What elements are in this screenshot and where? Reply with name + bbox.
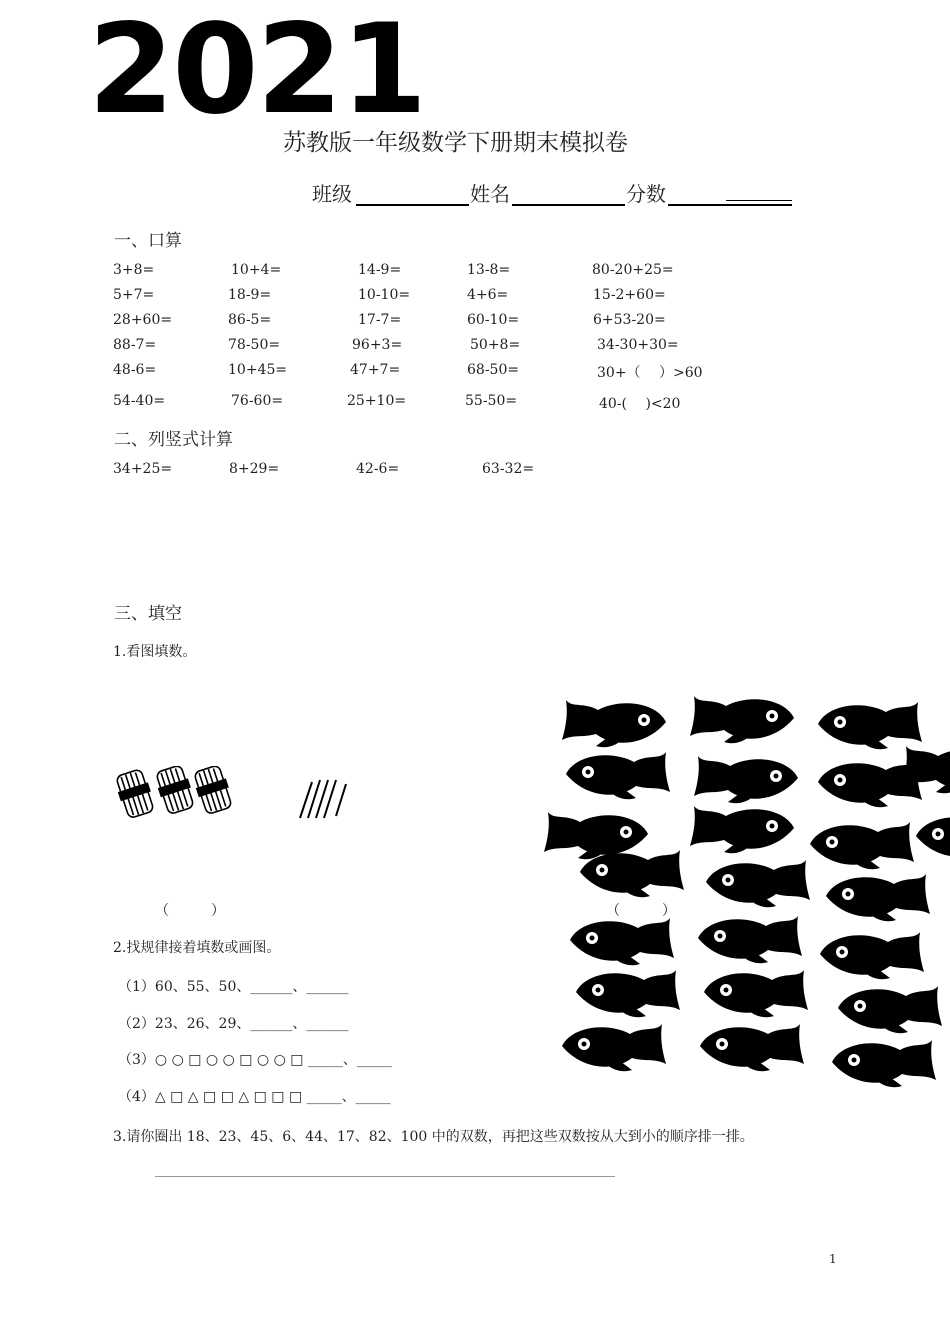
score-blank-extra [726, 200, 792, 201]
calc-item: 60-10= [467, 312, 520, 328]
score-blank[interactable] [668, 204, 792, 206]
class-label: 班级 [312, 182, 352, 206]
calc-item: 76-60= [231, 393, 284, 409]
q3-prompt: 3.请你圈出 18、23、45、6、44、17、82、100 中的双数，再把这些双数按从大到小的顺序排一排。 [113, 1129, 754, 1145]
q1-blank-left[interactable]: （ ） [155, 903, 225, 919]
vertical-calc-item: 63-32= [482, 461, 535, 477]
calc-item: 50+8= [470, 337, 521, 353]
fish-group-image [540, 690, 950, 1090]
calc-item: 68-50= [467, 362, 520, 378]
calc-item: 3+8= [113, 262, 155, 278]
calc-item: 6+53-20= [593, 312, 666, 328]
calc-item: 5+7= [113, 287, 155, 303]
calc-item: 54-40= [113, 393, 166, 409]
q3-answer-line[interactable] [155, 1176, 615, 1177]
name-blank[interactable] [512, 204, 625, 206]
calc-item: 13-8= [467, 262, 511, 278]
calc-item: 88-7= [113, 337, 157, 353]
calc-item: 30+（ ）>60 [597, 365, 703, 381]
calc-item: 47+7= [350, 362, 401, 378]
year-watermark: 2021 [88, 0, 426, 142]
calc-item: 40-( )<20 [599, 396, 681, 412]
calc-item: 4+6= [467, 287, 509, 303]
calc-item: 48-6= [113, 362, 157, 378]
calc-item: 28+60= [113, 312, 173, 328]
page-number: 1 [829, 1252, 837, 1266]
q2-prompt: 2.找规律接着填数或画图。 [113, 940, 281, 956]
fish-icon [544, 696, 950, 1087]
single-sticks-icon [300, 780, 346, 818]
calc-item: 10+45= [228, 362, 288, 378]
calc-item: 34-30+30= [597, 337, 679, 353]
section2-heading: 二、列竖式计算 [114, 430, 233, 450]
section1-heading: 一、口算 [114, 231, 182, 251]
pattern-item: （1）60、55、50、______、______ [118, 979, 349, 995]
vertical-calc-item: 34+25= [113, 461, 173, 477]
class-blank[interactable] [356, 204, 469, 206]
pattern-item: （4）△ □ △ □ □ △ □ □ □ _____、_____ [118, 1089, 391, 1105]
vertical-calc-item: 8+29= [229, 461, 280, 477]
q1-prompt: 1.看图填数。 [113, 644, 197, 660]
bundle-icon [114, 766, 234, 819]
calc-item: 18-9= [228, 287, 272, 303]
calc-item: 10+4= [231, 262, 282, 278]
calc-item: 17-7= [358, 312, 402, 328]
calc-item: 80-20+25= [592, 262, 674, 278]
calc-item: 96+3= [352, 337, 403, 353]
section3-heading: 三、填空 [114, 604, 182, 624]
page-title: 苏教版一年级数学下册期末模拟卷 [283, 130, 628, 156]
calc-item: 78-50= [228, 337, 281, 353]
vertical-calc-item: 42-6= [356, 461, 400, 477]
pattern-item: （2）23、26、29、______、______ [118, 1016, 349, 1032]
stick-bundles-image [112, 766, 362, 822]
calc-item: 55-50= [465, 393, 518, 409]
calc-item: 15-2+60= [593, 287, 666, 303]
pattern-item: （3）○ ○ □ ○ ○ □ ○ ○ □ _____、_____ [118, 1052, 392, 1068]
calc-item: 14-9= [358, 262, 402, 278]
calc-item: 86-5= [228, 312, 272, 328]
calc-item: 10-10= [358, 287, 411, 303]
q1-blank-right[interactable]: （ ） [606, 903, 676, 919]
score-label: 分数 [626, 182, 666, 206]
name-label: 姓名 [470, 182, 510, 206]
calc-item: 25+10= [347, 393, 407, 409]
